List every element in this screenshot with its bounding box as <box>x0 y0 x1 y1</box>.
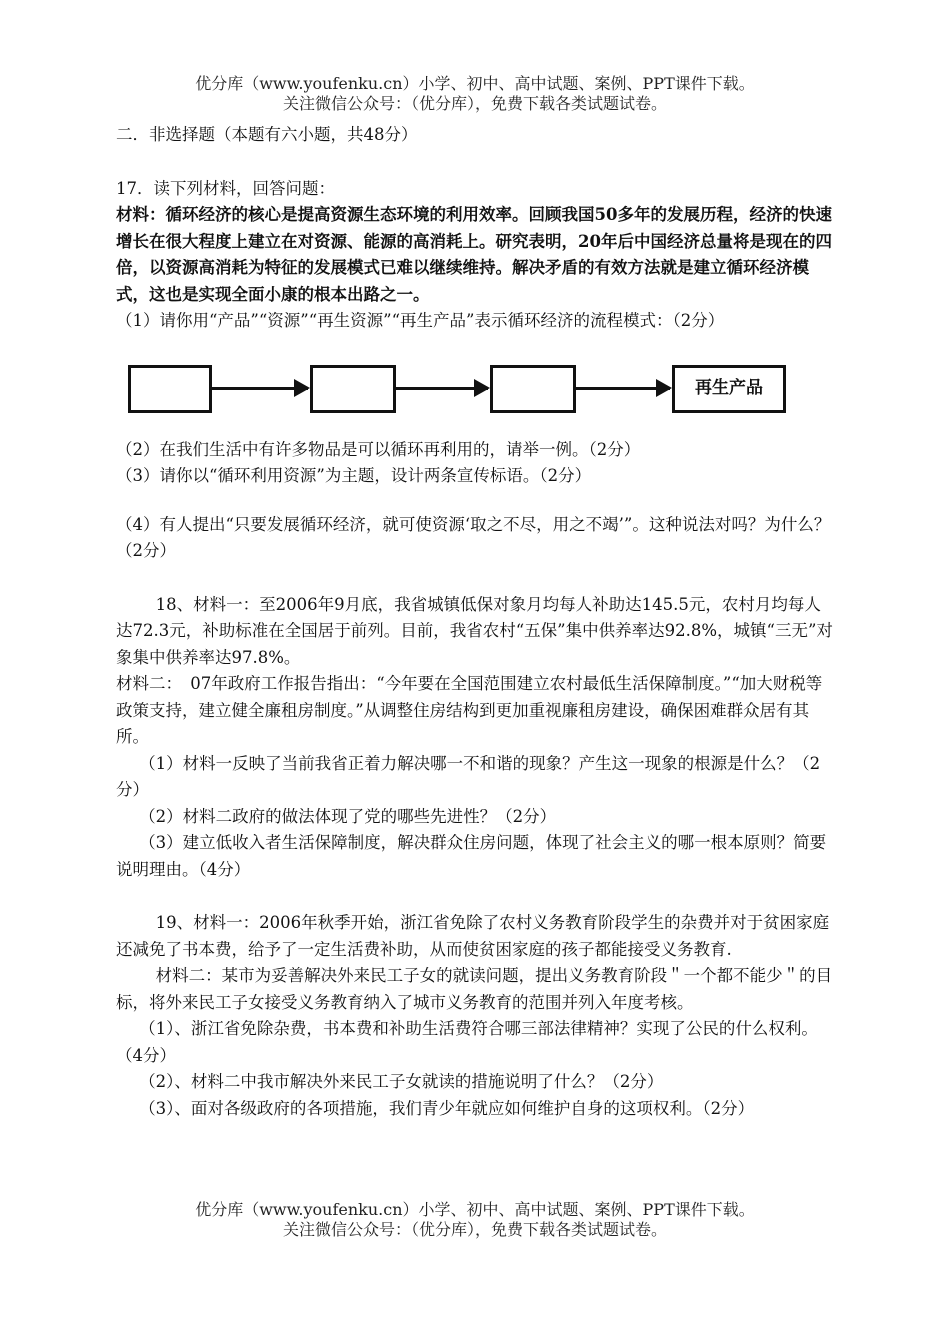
q19-material-2: 材料二：某市为妥善解决外来民工子女的就读问题，提出义务教育阶段＂一个都不能少＂的目标，将外来民工子女接受义务教育纳入了城市义务教育的范围并列入年度考核。 <box>116 966 833 1012</box>
q17-sub3: （3）请你以“循环利用资源”为主题，设计两条宣传标语。（2分） <box>116 466 592 485</box>
section-title: 二．非选择题（本题有六小题，共48分） <box>116 125 418 144</box>
exam-content <box>116 122 836 1122</box>
flow-box-2 <box>310 365 396 413</box>
q19-sub1: （1）、浙江省免除杂费，书本费和补助生活费符合哪三部法律精神？实现了公民的什么权利。（4分） <box>116 1019 818 1065</box>
q17-sub1: （1）请你用“产品”“资源”“再生资源”“再生产品”表示循环经济的流程模式：（2分） <box>116 311 725 330</box>
flow-box-4: 再生产品 <box>672 365 786 413</box>
page-footer <box>0 1200 950 1240</box>
page-header <box>0 74 950 114</box>
header-line-2: 关注微信公众号：（优分库），免费下载各类试题试卷。 <box>282 94 667 113</box>
flow-box-3 <box>490 365 576 413</box>
q19-sub3: （3）、面对各级政府的各项措施，我们青少年就应如何维护自身的这项权利。（2分） <box>139 1098 755 1118</box>
flow-box-1 <box>128 365 212 413</box>
q17-sub4: （4）有人提出“只要发展循环经济，就可使资源‘取之不尽，用之不竭’”。这种说法对吗？为什么？（2分） <box>116 514 831 560</box>
footer-line-2: 关注微信公众号：（优分库），免费下载各类试题试卷。 <box>282 1220 667 1239</box>
q18-material-1: 18、材料一：至2006年9月底，我省城镇低保对象月均每人补助达145.5元，农村月均每人达72.3元，补助标准在全国居于前列。目前，我省农村“五保”集中供养率达92.8%，城镇“三无”对象集中供养率达97.8%。 <box>116 594 833 667</box>
q18-material-2: 材料二： 07年政府工作报告指出：“今年要在全国范围建立农村最低生活保障制度。”“加大财税等政策支持，建立健全廉租房制度。”从调整住房结构到更加重视廉租房建设，确保困难群众居有其所。 <box>116 674 823 746</box>
q18-sub3: （3）建立低收入者生活保障制度，解决群众住房问题，体现了社会主义的哪一根本原则？简要说明理由。（4分） <box>116 833 827 879</box>
cycle-flow-diagram <box>116 351 836 429</box>
flow-arrow-1 <box>212 387 308 390</box>
q17-stem: 17．读下列材料，回答问题： <box>116 178 335 198</box>
q18-sub2: （2）材料二政府的做法体现了党的哪些先进性？（2分） <box>139 806 557 826</box>
q17-sub2: （2）在我们生活中有许多物品是可以循环再利用的，请举一例。（2分） <box>116 439 641 459</box>
header-line-1: 优分库（www.youfenku.cn）小学、初中、高中试题、案例、PPT课件下载。 <box>195 74 755 93</box>
q17-material: 材料：循环经济的核心是提高资源生态环境的利用效率。回顾我国50多年的发展历程，经济的快速增长在很大程度上建立在对资源、能源的高消耗上。研究表明，20年后中国经济总量将是现在的四倍，以资源高消耗为特征的发展模式已难以继续维持。解决矛盾的有效方法就是建立循环经济模式，这也是实现全面小康的根本出路之一。 <box>116 205 832 304</box>
q19-material-1: 19、材料一：2006年秋季开始，浙江省免除了农村义务教育阶段学生的杂费并对于贫困家庭还减免了书本费，给予了一定生活费补助，从而使贫困家庭的孩子都能接受义务教育. <box>116 913 830 959</box>
q18-sub1: （1）材料一反映了当前我省正着力解决哪一不和谐的现象？产生这一现象的根源是什么？（2分） <box>116 753 821 799</box>
flow-arrow-2 <box>396 387 488 390</box>
footer-line-1: 优分库（www.youfenku.cn）小学、初中、高中试题、案例、PPT课件下载。 <box>195 1200 755 1219</box>
flow-arrow-3 <box>576 387 670 390</box>
q19-sub2: （2）、材料二中我市解决外来民工子女就读的措施说明了什么？（2分） <box>139 1072 664 1091</box>
